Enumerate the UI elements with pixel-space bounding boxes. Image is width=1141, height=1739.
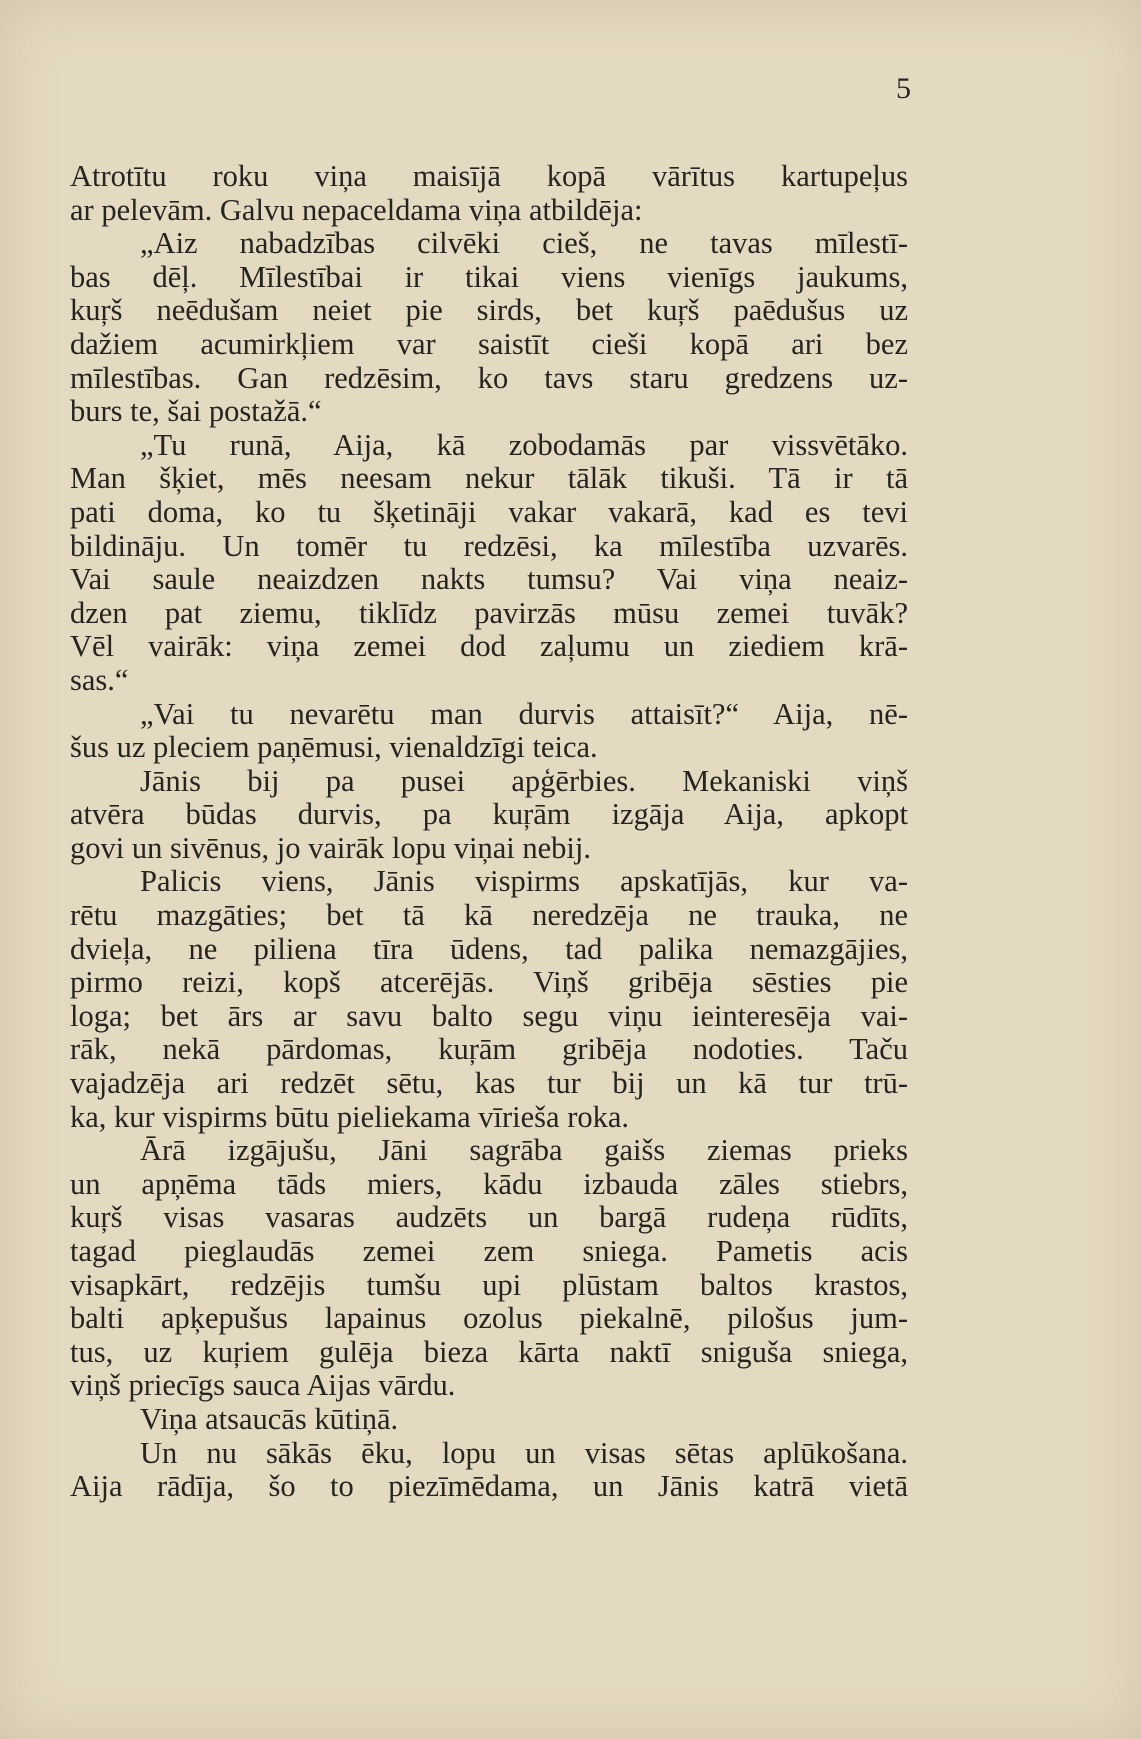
page-number: 5 [896, 72, 911, 105]
text-line: vajadzēja ari redzēt sētu, kas tur bij un kā tur trū- [70, 1066, 908, 1101]
body-text [70, 160, 908, 1504]
text-line: „Tu runā, Aija, kā zobodamās par vissvētāko. [140, 427, 908, 462]
text-line: rāk, nekā pārdomas, kuŗām gribēja nodoties. Taču [70, 1032, 908, 1067]
text-line: Aija rādīja, šo to piezīmēdama, un Jānis katrā vietā [70, 1469, 908, 1504]
text-line: Vēl vairāk: viņa zemei dod zaļumu un ziediem krā- [70, 629, 908, 664]
text-line: „Aiz nabadzības cilvēki cieš, ne tavas mīlestī- [140, 226, 908, 261]
text-line: rētu mazgāties; bet tā kā neredzēja ne trauka, ne [70, 898, 908, 933]
text-line: kuŗš neēdušam neiet pie sirds, bet kuŗš paēdušus uz [70, 293, 908, 328]
text-line: Jānis bij pa pusei apģērbies. Mekaniski viņš [140, 763, 908, 798]
text-line: bas dēļ. Mīlestībai ir tikai viens vienīgs jaukums, [70, 259, 908, 294]
text-line: Ārā izgājušu, Jāni sagrāba gaišs ziemas prieks [140, 1133, 908, 1168]
text-line: atvēra būdas durvis, pa kuŗām izgāja Aija, apkopt [70, 797, 908, 832]
text-line: dažiem acumirkļiem var saistīt cieši kopā ari bez [70, 326, 908, 361]
text-line: un apņēma tāds miers, kādu izbauda zāles stiebrs, [70, 1166, 908, 1201]
text-line: balti apķepušus lapainus ozolus piekalnē, pilošus jum- [70, 1301, 908, 1336]
text-line: Un nu sākās ēku, lopu un visas sētas aplūkošana. [140, 1435, 908, 1470]
text-line: Vai saule neaizdzen nakts tumsu? Vai viņa neaiz- [70, 562, 908, 597]
text-line: visapkārt, redzējis tumšu upi plūstam baltos krastos, [70, 1267, 908, 1302]
text-line: ar pelevām. Galvu nepaceldama viņa atbildēja: [70, 192, 643, 227]
text-line: sas.“ [70, 662, 129, 697]
text-line: Palicis viens, Jānis vispirms apskatījās, kur va- [140, 864, 908, 899]
text-line: dvieļa, ne piliena tīra ūdens, tad palika nemazgājies, [70, 931, 908, 966]
text-line: dzen pat ziemu, tiklīdz pavirzās mūsu zemei tuvāk? [70, 595, 908, 630]
text-line: mīlestības. Gan redzēsim, ko tavs staru gredzens uz- [70, 360, 908, 395]
text-line: burs te, šai postažā.“ [70, 394, 322, 429]
text-line: kuŗš visas vasaras audzēts un bargā rudeņa rūdīts, [70, 1200, 908, 1235]
text-line: pati doma, ko tu šķetināji vakar vakarā, kad es tevi [70, 494, 908, 529]
text-line: Atrotītu roku viņa maisījā kopā vārītus kartupeļus [70, 159, 908, 193]
text-line: pirmo reizi, kopš atcerējās. Viņš gribēja sēsties pie [70, 965, 908, 1000]
text-line: loga; bet ārs ar savu balto segu viņu ieinteresēja vai- [70, 998, 908, 1033]
text-line: ka, kur vispirms būtu pieliekama vīrieša roka. [70, 1099, 630, 1134]
text-line: šus uz pleciem paņēmusi, vienaldzīgi teica. [70, 730, 598, 765]
text-line: „Vai tu nevarētu man durvis attaisīt?“ Aija, nē- [140, 696, 908, 731]
text-line: govi un sivēnus, jo vairāk lopu viņai nebij. [70, 830, 591, 865]
text-line: tus, uz kuŗiem gulēja bieza kārta naktī sniguša sniega, [70, 1334, 908, 1369]
text-line: Viņa atsaucās kūtiņā. [140, 1401, 399, 1436]
text-line: tagad pieglaudās zemei zem sniega. Pametis acis [70, 1234, 908, 1268]
text-line: viņš priecīgs sauca Aijas vārdu. [70, 1368, 456, 1403]
text-line: bildināju. Un tomēr tu redzēsi, ka mīlestība uzvarēs. [70, 528, 908, 563]
text-line: Man šķiet, mēs neesam nekur tālāk tikuši. Tā ir tā [70, 461, 908, 496]
